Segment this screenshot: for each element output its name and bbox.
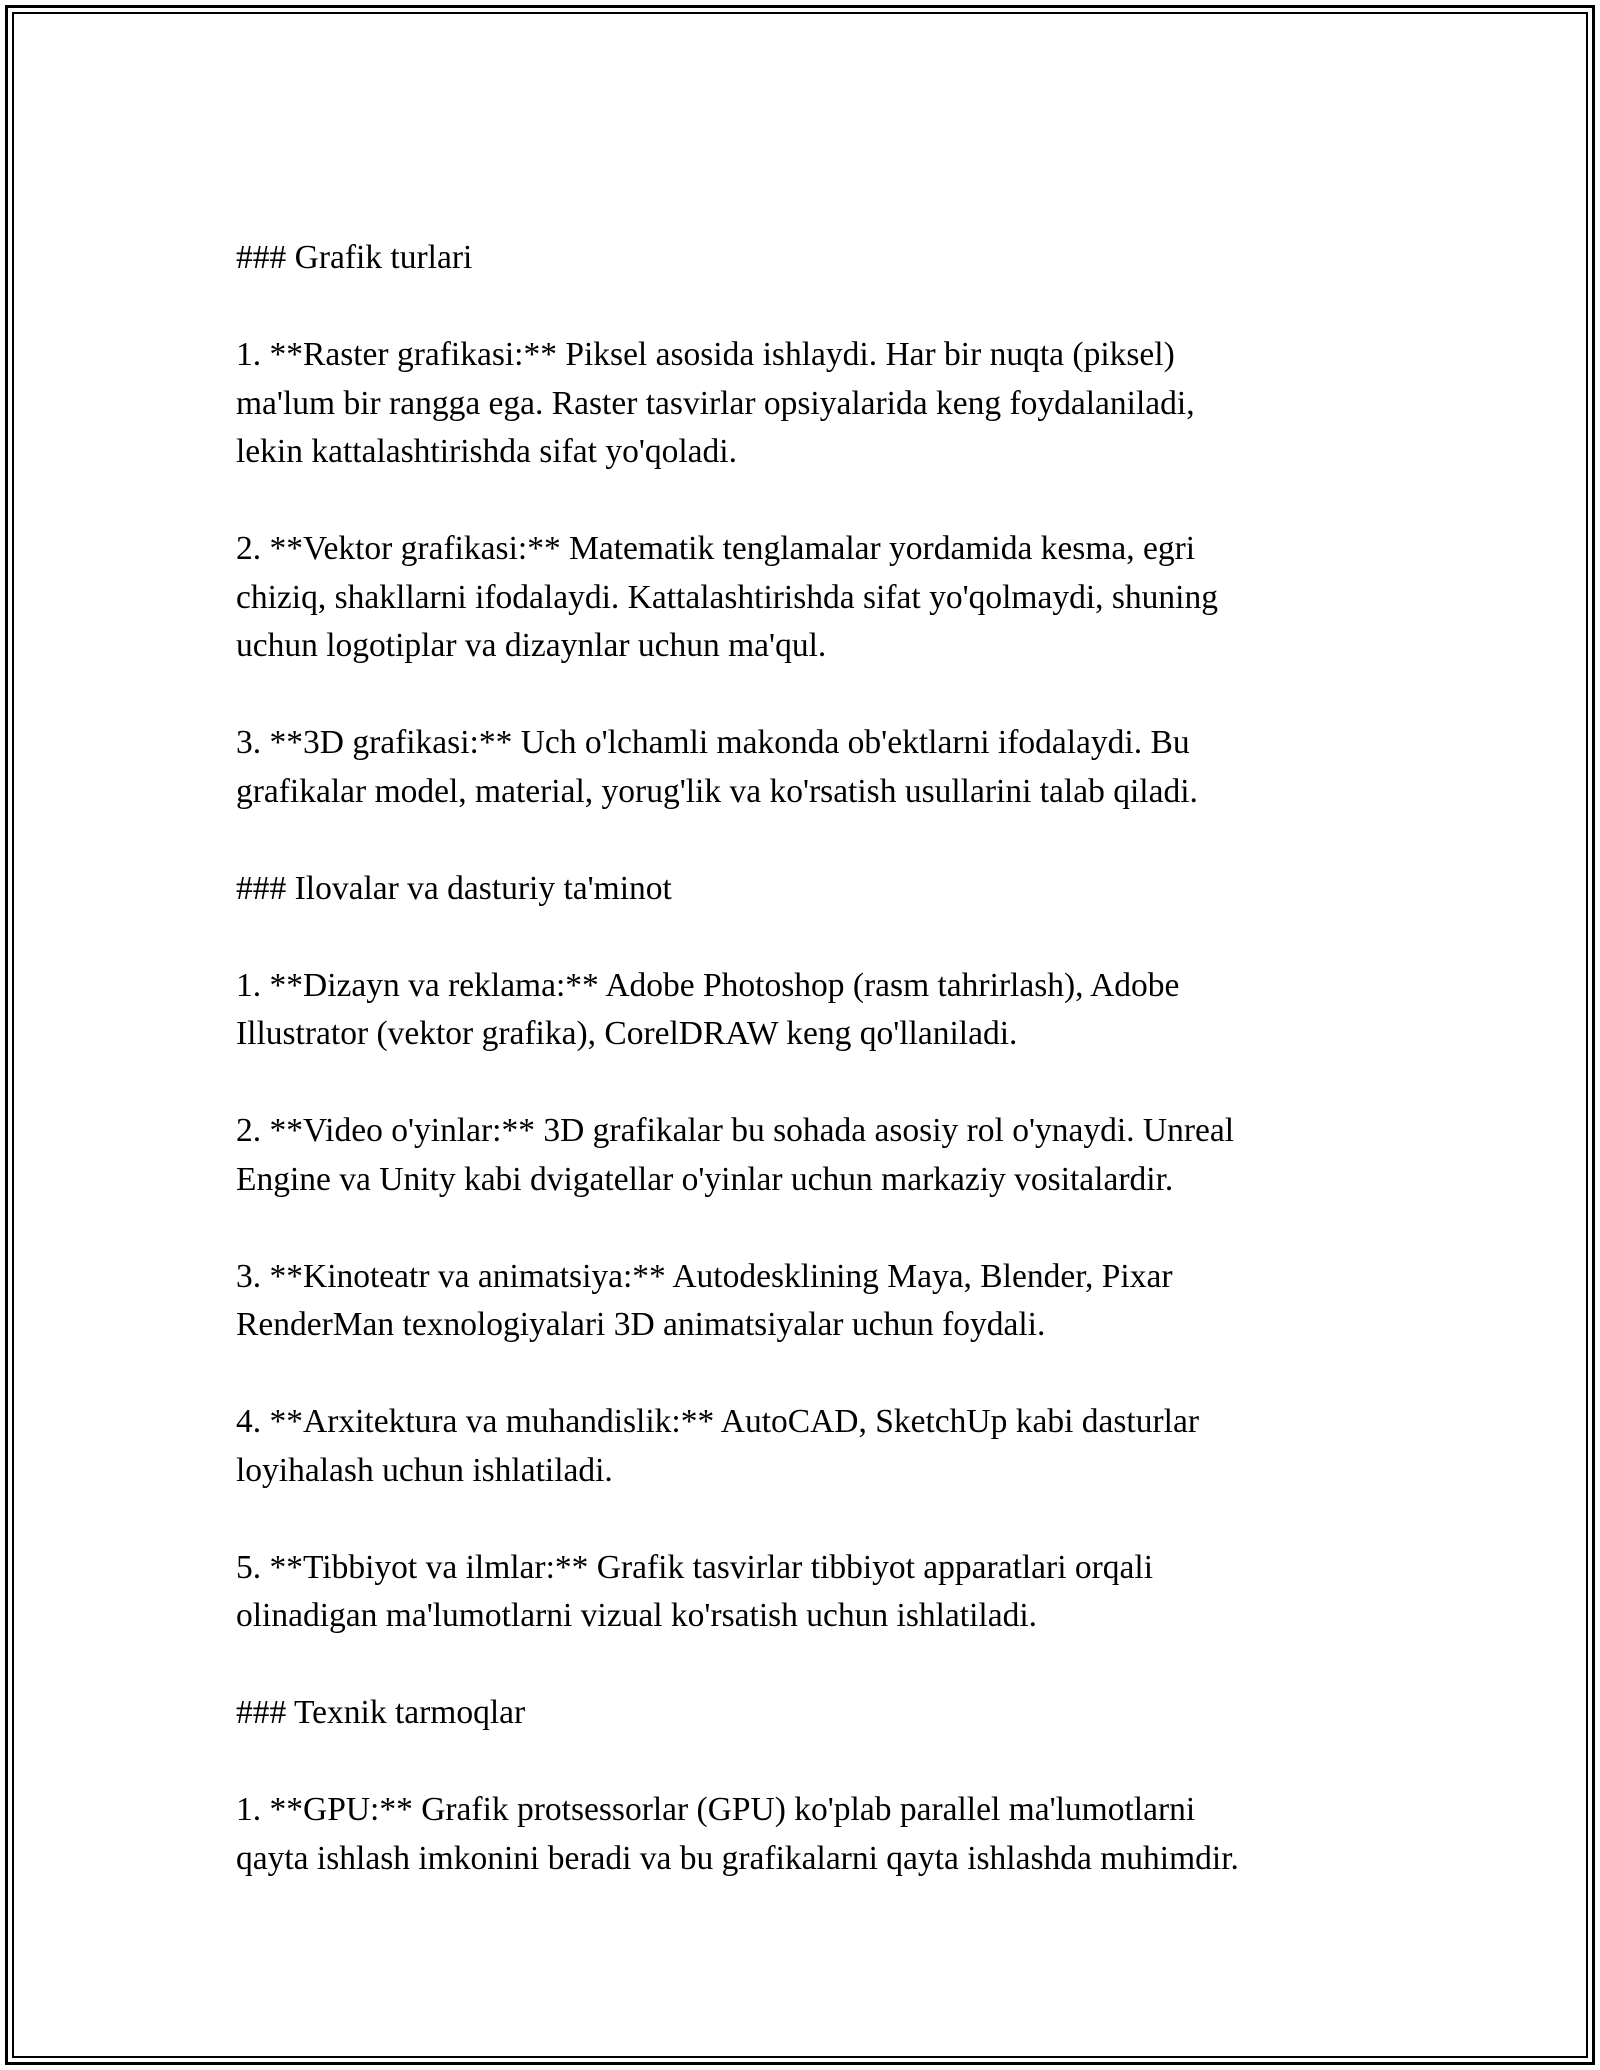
text-line: 5. **Tibbiyot va ilmlar:** Grafik tasvirlar tibbiyot apparatlari orqali [236, 1548, 1154, 1586]
text-line: 2. **Vektor grafikasi:** Matematik tenglamalar yordamida kesma, egri [236, 530, 1196, 567]
paragraph-arxitektura [236, 1398, 1396, 1495]
text-line: Illustrator (vektor grafika), CorelDRAW keng qo'llaniladi. [236, 1015, 1018, 1052]
text-line: 1. **GPU:** Grafik protsessorlar (GPU) ko'plab parallel ma'lumotlarni [236, 1791, 1196, 1828]
text-line: ### Grafik turlari [236, 239, 473, 276]
text-line: loyihalash uchun ishlatiladi. [236, 1451, 613, 1489]
text-line: ma'lum bir rangga ega. Raster tasvirlar opsiyalarida keng foydalaniladi, [236, 384, 1195, 422]
text-line: ### Ilovalar va dasturiy ta'minot [236, 869, 672, 907]
text-line: grafikalar model, material, yorug'lik va ko'rsatish usullarini talab qiladi. [236, 772, 1198, 810]
paragraph-tibbiyot [236, 1544, 1396, 1641]
document-body [236, 234, 1396, 1932]
paragraph-video [236, 1107, 1396, 1204]
heading-ilovalar [236, 865, 1396, 914]
text-line: 3. **3D grafikasi:** Uch o'lchamli makonda ob'ektlarni ifodalaydi. Bu [236, 724, 1190, 761]
text-line: lekin kattalashtirishda sifat yo'qoladi. [236, 433, 737, 470]
heading-grafik-turlari [236, 234, 1396, 283]
text-line: 2. **Video o'yinlar:** 3D grafikalar bu sohada asosiy rol o'ynaydi. Unreal [236, 1112, 1235, 1149]
paragraph-raster [236, 331, 1396, 477]
text-line: qayta ishlash imkonini beradi va bu grafikalarni qayta ishlashda muhimdir. [236, 1839, 1239, 1877]
text-line: olinadigan ma'lumotlarni vizual ko'rsatish uchun ishlatiladi. [236, 1597, 1038, 1634]
text-line: 1. **Dizayn va reklama:** Adobe Photoshop (rasm tahrirlash), Adobe [236, 966, 1180, 1004]
heading-texnik [236, 1689, 1396, 1738]
text-line: uchun logotiplar va dizaynlar uchun ma'qul. [236, 627, 827, 664]
text-line: Engine va Unity kabi dvigatellar o'yinlar uchun markaziy vositalardir. [236, 1160, 1174, 1198]
text-line: 1. **Raster grafikasi:** Piksel asosida ishlaydi. Har bir nuqta (piksel) [236, 336, 1175, 373]
text-line: chiziq, shakllarni ifodalaydi. Kattalashtirishda sifat yo'qolmaydi, shuning [236, 578, 1218, 616]
text-line: 3. **Kinoteatr va animatsiya:** Autodesklining Maya, Blender, Pixar [236, 1257, 1173, 1295]
paragraph-dizayn [236, 962, 1396, 1059]
text-line: ### Texnik tarmoqlar [236, 1694, 526, 1731]
text-line: 4. **Arxitektura va muhandislik:** AutoCAD, SketchUp kabi dasturlar [236, 1403, 1199, 1440]
paragraph-gpu [236, 1786, 1396, 1883]
text-line: RenderMan texnologiyalari 3D animatsiyalar uchun foydali. [236, 1306, 1046, 1343]
paragraph-kinoteatr [236, 1253, 1396, 1350]
paragraph-3d [236, 719, 1396, 816]
paragraph-vektor [236, 525, 1396, 671]
